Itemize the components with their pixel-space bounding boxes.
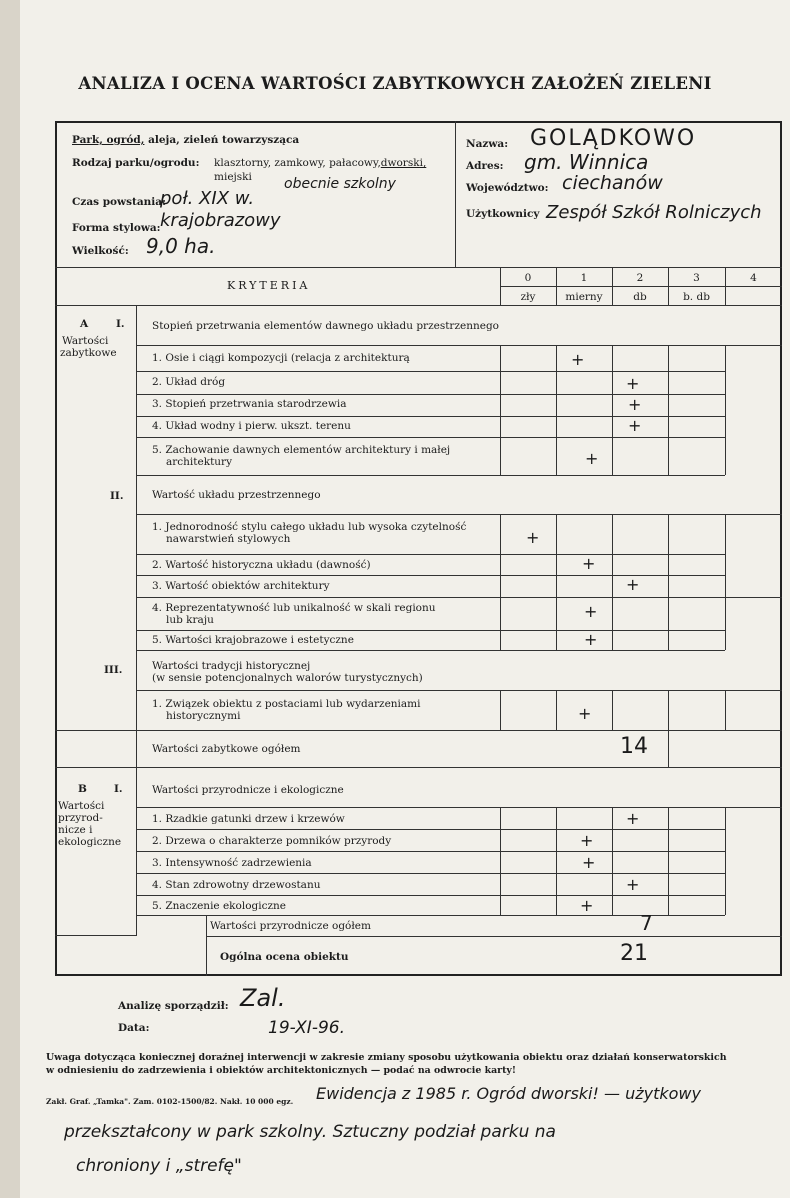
a2-item-4: 4. Reprezentatywność lub unikalność w skali regionu xyxy=(152,602,436,614)
mark-a2-2: + xyxy=(582,554,596,573)
a-row9-line xyxy=(136,630,725,631)
header-divider xyxy=(455,121,456,267)
a-group1-line xyxy=(136,345,782,346)
a-group3-title-2: (w sensie potencjonalnych walorów turystycznych) xyxy=(152,672,423,684)
b-item-1: 1. Rzadkie gatunki drzew i krzewów xyxy=(152,813,345,825)
section-a-letter: A xyxy=(80,318,89,330)
section-a-label-2: zabytkowe xyxy=(60,347,117,359)
section-a-b-left-line xyxy=(55,730,137,731)
b-total-label: Wartości przyrodnicze ogółem xyxy=(210,920,371,932)
a-row1-line xyxy=(136,371,725,372)
a2-item-2: 2. Wartość historyczna układu (dawność) xyxy=(152,559,371,571)
note-line-1: Uwaga dotycząca koniecznej doraźnej interwencji w zakresie zmiany sposobu użytkowania obiektu oraz działań konserwatorskich xyxy=(46,1052,727,1063)
a2-item-1-cont: nawarstwień stylowych xyxy=(166,533,291,545)
b-item-4: 4. Stan zdrowotny drzewostanu xyxy=(152,879,321,891)
criteria-header-bottom-line xyxy=(55,305,782,306)
a-col1-a xyxy=(556,345,557,475)
b-item-3: 3. Intensywność zadrzewienia xyxy=(152,857,312,869)
a-total-handwritten: 14 xyxy=(620,734,648,759)
b-col4 xyxy=(725,807,726,915)
mark-b5: + xyxy=(580,896,594,915)
hand-note-1: Ewidencja z 1985 r. Ogród dworski! — użytkowy xyxy=(316,1084,701,1103)
a-row8-line xyxy=(136,597,782,598)
mark-a3: + xyxy=(628,395,642,414)
b-group-line xyxy=(136,807,782,808)
overall-label: Ogólna ocena obiektu xyxy=(220,951,349,963)
mark-b3: + xyxy=(582,853,596,872)
section-b-letter: B xyxy=(78,783,87,795)
nazwa-label: Nazwa: xyxy=(466,138,509,150)
a-row11-line xyxy=(136,730,782,731)
section-b-top-left-line xyxy=(55,767,137,768)
header-bottom-line xyxy=(55,267,782,268)
a-row6-line xyxy=(136,554,725,555)
rodzaj-options-miejski: miejski xyxy=(214,171,252,183)
section-col-divider xyxy=(136,305,137,935)
col-num-1: 1 xyxy=(580,272,588,284)
a-item-4: 4. Układ wodny i pierw. ukszt. terenu xyxy=(152,420,351,432)
mark-a2: + xyxy=(626,374,640,393)
section-b-label-2: przyrod- xyxy=(58,812,103,824)
a-col4-b xyxy=(725,514,726,650)
a2-item-5: 5. Wartości krajobrazowe i estetyczne xyxy=(152,634,354,646)
section-b-roman: I. xyxy=(114,783,123,795)
b-left-bottom-line xyxy=(55,935,137,936)
uzytkownicy-label: Użytkownicy xyxy=(466,208,540,220)
czas-handwritten: poł. XIX w. xyxy=(160,188,255,209)
criteria-header-mid-line xyxy=(500,286,782,287)
section-b-label-1: Wartości xyxy=(58,800,105,812)
mark-b4: + xyxy=(626,875,640,894)
czas-label: Czas powstania: xyxy=(72,196,166,208)
a-col0-b xyxy=(500,514,501,650)
col-num-3: 3 xyxy=(693,272,700,284)
a-col1-b xyxy=(556,514,557,650)
mark-a2-3: + xyxy=(626,575,640,594)
b-col0 xyxy=(500,807,501,915)
wielkosc-label: Wielkość: xyxy=(72,245,129,257)
a-item-2: 2. Układ dróg xyxy=(152,376,226,388)
a-col4-a xyxy=(725,345,726,475)
b-total-handwritten: 7 xyxy=(640,911,653,935)
mark-a2-4: + xyxy=(584,602,598,621)
a-group3-line xyxy=(136,690,782,691)
adres-label: Adres: xyxy=(466,160,504,172)
col-num-4: 4 xyxy=(750,272,757,284)
wojewodztwo-label: Województwo: xyxy=(466,182,549,194)
b-group-title: Wartości przyrodnicze i ekologiczne xyxy=(152,784,344,796)
uzytkownicy-handwritten: Zespół Szkół Rolniczych xyxy=(546,202,762,223)
forma-label: Forma stylowa: xyxy=(72,222,161,234)
prepared-signature: Zal. xyxy=(240,984,286,1012)
mark-a2-1: + xyxy=(526,528,540,547)
b-row3-line xyxy=(136,873,725,874)
a-item-3: 3. Stopień przetrwania starodrzewia xyxy=(152,398,347,410)
a-total-line xyxy=(136,767,782,768)
a-item-5-cont: architektury xyxy=(166,456,233,468)
adres-handwritten: gm. Winnica xyxy=(524,150,649,174)
a-group2-title: Wartość układu przestrzennego xyxy=(152,489,321,501)
mark-b2: + xyxy=(580,831,594,850)
hand-note-2: przekształcony w park szkolny. Sztuczny podział parku na xyxy=(64,1122,556,1142)
col-word-0: zły xyxy=(520,291,536,303)
overall-handwritten: 21 xyxy=(620,941,648,966)
col-word-2: db xyxy=(633,291,647,303)
printer-info: Zakł. Graf. „Tamka". Zam. 0102-1500/82. Nakł. 10 000 egz. xyxy=(46,1097,294,1106)
prepared-label: Analizę sporządził: xyxy=(118,1000,229,1012)
a-group2-line xyxy=(136,514,782,515)
col-num-0: 0 xyxy=(524,272,532,284)
a3-item-1-cont: historycznymi xyxy=(166,710,241,722)
rodzaj-label: Rodzaj parku/ogrodu: xyxy=(72,157,200,169)
mark-a2-5: + xyxy=(584,630,598,649)
a-row4-line xyxy=(136,437,725,438)
section-b-label-3: nicze i xyxy=(58,824,93,836)
a-col0-c xyxy=(500,690,501,730)
park-label: Park, ogród, aleja, zieleń towarzysząca xyxy=(72,134,300,146)
date-handwritten: 19-XI-96. xyxy=(268,1018,345,1038)
overall-left-divider xyxy=(206,915,207,976)
col-num-2: 2 xyxy=(636,272,644,284)
form-title: ANALIZA I OCENA WARTOŚCI ZABYTKOWYCH ZAŁOŻEŃ ZIELENI xyxy=(78,74,712,93)
section-a-roman-1: I. xyxy=(116,318,125,330)
mark-b1: + xyxy=(626,809,640,828)
mark-a4: + xyxy=(628,416,642,435)
wojewodztwo-handwritten: ciechanów xyxy=(562,172,663,194)
a2-item-4-cont: lub kraju xyxy=(166,614,214,626)
a-group3-title-1: Wartości tradycji historycznej xyxy=(152,660,311,672)
a-item-5: 5. Zachowanie dawnych elementów architektury i małej xyxy=(152,444,451,456)
rodzaj-handwritten: obecnie szkolny xyxy=(284,176,396,192)
a-col0-a xyxy=(500,345,501,475)
b-row1-line xyxy=(136,829,725,830)
a-col3-c xyxy=(668,690,669,730)
a-col3-b xyxy=(668,514,669,650)
b-col1 xyxy=(556,807,557,915)
date-label: Data: xyxy=(118,1022,150,1034)
b-col2 xyxy=(612,807,613,915)
a3-item-1: 1. Związek obiektu z postaciami lub wydarzeniami xyxy=(152,698,421,710)
a-col3-a xyxy=(668,345,669,475)
col-word-3: b. db xyxy=(683,291,710,303)
mark-a1: + xyxy=(571,350,585,369)
section-a-label-1: Wartości xyxy=(62,335,109,347)
a-col2-b xyxy=(612,514,613,650)
a-total-label: Wartości zabytkowe ogółem xyxy=(152,743,301,755)
nazwa-handwritten: GOLĄDKOWO xyxy=(530,126,697,151)
b-col3 xyxy=(668,807,669,915)
section-a-roman-3: III. xyxy=(104,664,123,676)
criteria-title: KRYTERIA xyxy=(227,279,311,292)
a-item-1: 1. Osie i ciągi kompozycji (relacja z architekturą xyxy=(152,352,410,364)
b-item-2: 2. Drzewa o charakterze pomników przyrody xyxy=(152,835,392,847)
mark-a3-1: + xyxy=(578,704,592,723)
a-group1-title: Stopień przetrwania elementów dawnego układu przestrzennego xyxy=(152,320,499,332)
rodzaj-options: klasztorny, zamkowy, pałacowy,dworski, xyxy=(214,157,427,169)
hand-note-3: chroniony i „strefę" xyxy=(76,1156,242,1176)
a-total-divider xyxy=(668,730,669,767)
forma-handwritten: krajobrazowy xyxy=(160,210,281,231)
a-col2-c xyxy=(612,690,613,730)
section-a-roman-2: II. xyxy=(110,490,124,502)
wielkosc-handwritten: 9,0 ha. xyxy=(146,234,216,258)
note-line-2: w odniesieniu do zadrzewienia i obiektów architektonicznych — podać na odwrocie karty! xyxy=(46,1065,516,1076)
a2-item-3: 3. Wartość obiektów architektury xyxy=(152,580,330,592)
a2-item-1: 1. Jednorodność stylu całego układu lub wysoka czytelność xyxy=(152,521,467,533)
a-col4-c xyxy=(725,690,726,730)
a-col1-c xyxy=(556,690,557,730)
b-total-line xyxy=(206,936,782,937)
b-item-5: 5. Znaczenie ekologiczne xyxy=(152,900,287,912)
section-b-label-4: ekologiczne xyxy=(58,836,122,848)
a-col2-a xyxy=(612,345,613,475)
b-row2-line xyxy=(136,851,725,852)
mark-a5: + xyxy=(585,449,599,468)
b-row5-line xyxy=(136,915,725,916)
a-row5-line xyxy=(136,475,725,476)
a-row10-line xyxy=(136,650,725,651)
col-word-1: mierny xyxy=(565,291,603,303)
b-row4-line xyxy=(136,895,725,896)
